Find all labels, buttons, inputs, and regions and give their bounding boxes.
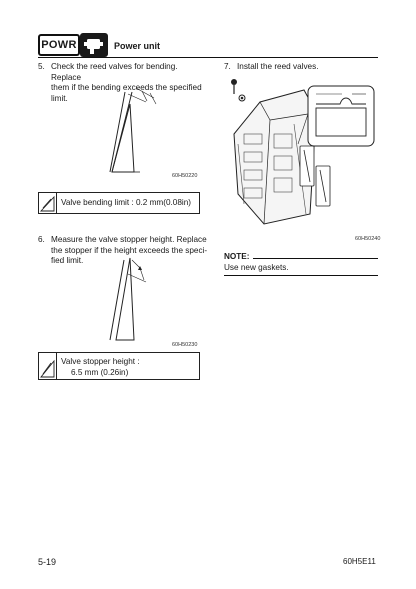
figure-code: 60H50240 <box>355 236 381 242</box>
note <box>224 252 378 276</box>
step-number: 5. <box>38 62 45 71</box>
step-number: 7. <box>224 62 231 71</box>
manual-code: 60H5E11 <box>343 557 376 566</box>
figure-code: 60H50230 <box>172 342 198 348</box>
note-rule <box>253 258 378 259</box>
measurement-spec-icon <box>39 193 57 213</box>
spec-bending-text: Valve bending limit : 0.2 mm(0.08in) <box>61 198 191 207</box>
spec-stopper-label: Valve stopper height : <box>61 357 140 366</box>
stopper-height-figure <box>104 254 204 346</box>
step-line: Check the reed valves for bending. Replace <box>51 62 178 82</box>
section-title: Power unit <box>114 41 161 51</box>
step-line: them if the bending exceeds the specified <box>51 83 202 92</box>
step-line: Install the reed valves. <box>237 62 319 71</box>
figure-code: 60H50220 <box>172 173 198 179</box>
step-line: the stopper if the height exceeds the speci- <box>51 245 208 255</box>
note-text: Use new gaskets. <box>224 263 289 272</box>
step-line: limit. <box>51 93 68 103</box>
measurement-spec-icon <box>39 353 57 379</box>
reed-install-figure <box>224 74 380 234</box>
spec-bending-limit <box>38 192 200 214</box>
header-rule <box>38 57 378 58</box>
outboard-motor-icon <box>80 33 108 57</box>
spec-stopper-height <box>38 352 200 380</box>
note-title: NOTE: <box>224 252 250 261</box>
reed-bending-figure <box>100 84 200 176</box>
step-line: fied limit. <box>51 256 84 265</box>
page-number: 5-19 <box>38 557 57 567</box>
step-7 <box>224 62 384 74</box>
note-bottom-rule <box>224 275 378 276</box>
step-number: 6. <box>38 235 45 244</box>
spec-stopper-value: 6.5 mm (0.26in) <box>71 367 129 377</box>
section-badge: POWR <box>38 34 80 56</box>
step-line: Measure the valve stopper height. Replace <box>51 235 207 244</box>
